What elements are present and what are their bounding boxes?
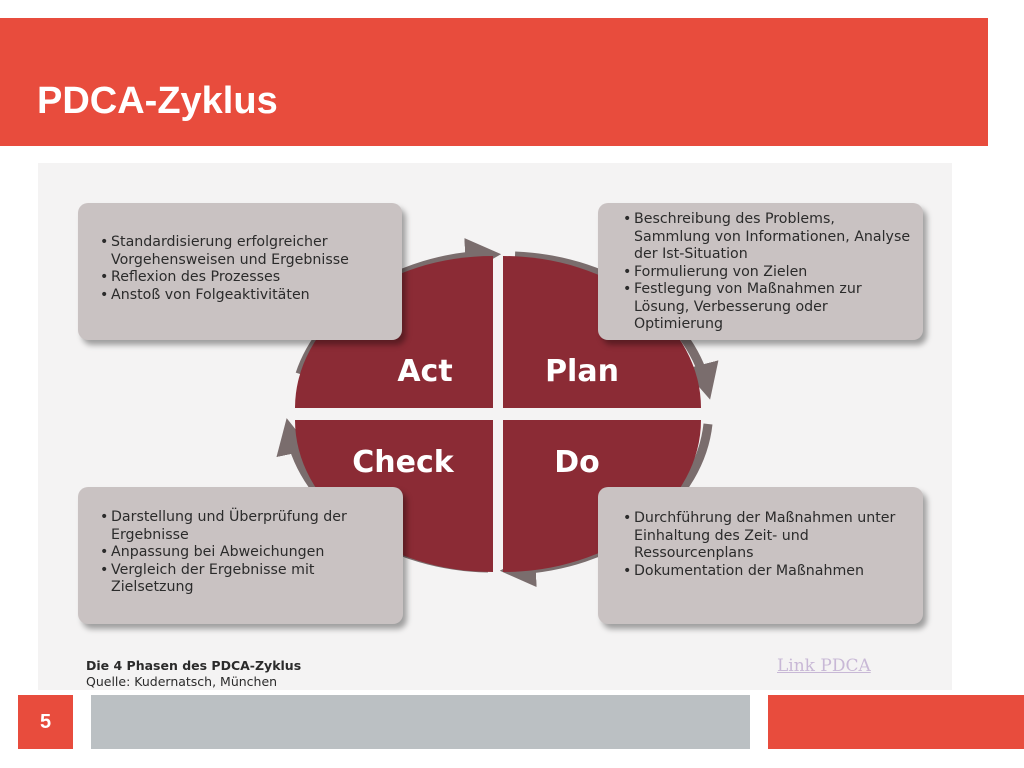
slide-title: PDCA-Zyklus [37,80,278,122]
do-bullet-list [623,510,915,580]
footer-bar-gray [91,695,750,749]
plan-bullet: • Beschreibung des Problems, Sammlung von Informationen, Analyse der Ist-Situation [623,211,915,264]
quadrant-label-do: Do [554,445,600,480]
plan-description-box [598,203,923,340]
do-bullet: • Dokumentation der Maßnahmen [623,563,915,581]
link-pdca[interactable]: Link PDCA [777,656,871,676]
act-bullet: • Anstoß von Folgeaktivitäten [100,287,392,305]
figure-caption [86,658,301,690]
check-bullet-list [100,509,395,597]
caption-source: Quelle: Kudernatsch, München [86,674,278,689]
act-bullet-list [100,234,392,304]
act-bullet: • Reflexion des Prozesses [100,269,392,287]
check-bullet: • Anpassung bei Abweichungen [100,544,395,562]
quadrant-label-check: Check [352,445,454,480]
act-bullet: • Standardisierung erfolgreicher Vorgehensweisen und Ergebnisse [100,234,392,269]
check-bullet: • Darstellung und Überprüfung der Ergebnisse [100,509,395,544]
plan-bullet: • Formulierung von Zielen [623,264,915,282]
check-description-box [78,487,403,624]
caption-title: Die 4 Phasen des PDCA-Zyklus [86,658,302,673]
quadrant-label-plan: Plan [545,354,619,389]
footer-bar-red [768,695,1024,749]
do-bullet: • Durchführung der Maßnahmen unter Einhaltung des Zeit- und Ressourcenplans [623,510,915,563]
plan-bullet-list [623,211,915,334]
quadrant-label-act: Act [397,354,453,389]
plan-bullet: • Festlegung von Maßnahmen zur Lösung, Verbesserung oder Optimierung [623,281,915,334]
act-description-box [78,203,402,340]
do-description-box [598,487,923,624]
page-number: 5 [18,695,73,749]
check-bullet: • Vergleich der Ergebnisse mit Zielsetzung [100,562,395,597]
